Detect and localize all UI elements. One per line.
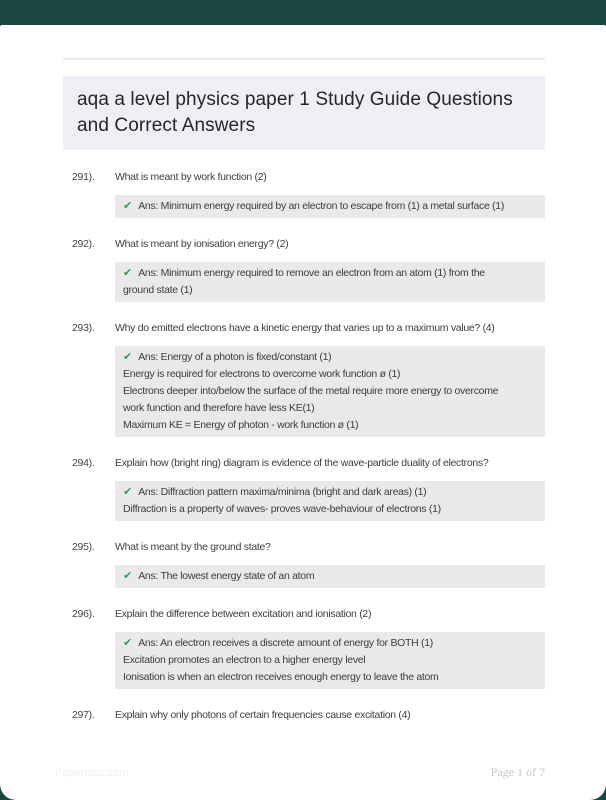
- answer-line: Electrons deeper into/below the surface of the metal require more energy to overcome: [123, 385, 499, 397]
- answer-line: work function and therefore have less KE(1): [123, 402, 315, 414]
- answer-line: Maximum KE = Energy of photon - work function ø (1): [123, 419, 359, 431]
- question-text: Explain how (bright ring) diagram is evidence of the wave-particle duality of electrons?: [115, 457, 489, 469]
- question-number: 295).: [72, 541, 95, 553]
- question-number: 291).: [72, 171, 95, 183]
- qa-item: [63, 606, 545, 689]
- document-page: [0, 25, 606, 800]
- page-footer: [0, 765, 606, 780]
- question-text: Explain why only photons of certain frequencies cause excitation (4): [115, 709, 411, 721]
- check-icon: ✔: [123, 637, 133, 649]
- question-row: [63, 169, 545, 186]
- check-icon: ✔: [123, 351, 133, 363]
- answer-line: ✔ Ans: Minimum energy required by an electron to escape from (1) a metal surface (1): [123, 198, 537, 215]
- question-row: [63, 236, 545, 253]
- qa-item: [63, 169, 545, 218]
- answer-box: [115, 565, 545, 588]
- check-icon: ✔: [123, 486, 133, 498]
- answer-box: [115, 632, 545, 689]
- qa-item: [63, 236, 545, 302]
- document-title-box: [63, 76, 545, 150]
- question-text: What is meant by ionisation energy? (2): [115, 238, 289, 250]
- answer-line: Excitation promotes an electron to a higher energy level: [123, 654, 366, 666]
- answer-line: ✔ Ans: An electron receives a discrete amount of energy for BOTH (1): [123, 635, 537, 652]
- question-row: [63, 320, 545, 337]
- question-text: Why do emitted electrons have a kinetic energy that varies up to a maximum value? (4): [115, 322, 495, 334]
- qa-item: [63, 320, 545, 437]
- answer-box: [115, 262, 545, 302]
- question-text: What is meant by the ground state?: [115, 541, 271, 553]
- answer-line: Energy is required for electrons to overcome work function ø (1): [123, 368, 401, 380]
- answer-box: [115, 481, 545, 521]
- answer-line: ✔ Ans: The lowest energy state of an atom: [123, 568, 537, 585]
- qa-list: [63, 169, 545, 724]
- qa-item: [63, 539, 545, 588]
- answer-line: ✔ Ans: Diffraction pattern maxima/minima (bright and dark areas) (1): [123, 484, 537, 501]
- answer-line: Diffraction is a property of waves- proves wave-behaviour of electrons (1): [123, 503, 441, 515]
- qa-item: [63, 455, 545, 521]
- question-text: Explain the difference between excitation and ionisation (2): [115, 608, 372, 620]
- check-icon: ✔: [123, 200, 133, 212]
- page-indicator: Page 1 of 7: [490, 765, 545, 779]
- check-icon: ✔: [123, 570, 133, 582]
- answer-line: ✔ Ans: Energy of a photon is fixed/constant (1): [123, 349, 537, 366]
- question-row: [63, 606, 545, 623]
- question-row: [63, 707, 545, 724]
- answer-box: [115, 346, 545, 437]
- answer-line: Ionisation is when an electron receives enough energy to leave the atom: [123, 671, 439, 683]
- answer-line: ground state (1): [123, 284, 193, 296]
- question-row: [63, 539, 545, 556]
- question-row: [63, 455, 545, 472]
- question-text: What is meant by work function (2): [115, 171, 267, 183]
- question-number: 292).: [72, 238, 95, 250]
- check-icon: ✔: [123, 267, 133, 279]
- answer-line: ✔ Ans: Minimum energy required to remove an electron from an atom (1) from the: [123, 265, 537, 282]
- qa-item: [63, 707, 545, 724]
- question-number: 296).: [72, 608, 95, 620]
- document-title: aqa a level physics paper 1 Study Guide Questions and Correct Answers: [77, 89, 513, 136]
- question-number: 293).: [72, 322, 95, 334]
- question-number: 297).: [72, 709, 95, 721]
- watermark: Paperstoc.com: [55, 767, 129, 779]
- question-number: 294).: [72, 457, 95, 469]
- answer-box: [115, 195, 545, 218]
- header-divider: [63, 58, 545, 60]
